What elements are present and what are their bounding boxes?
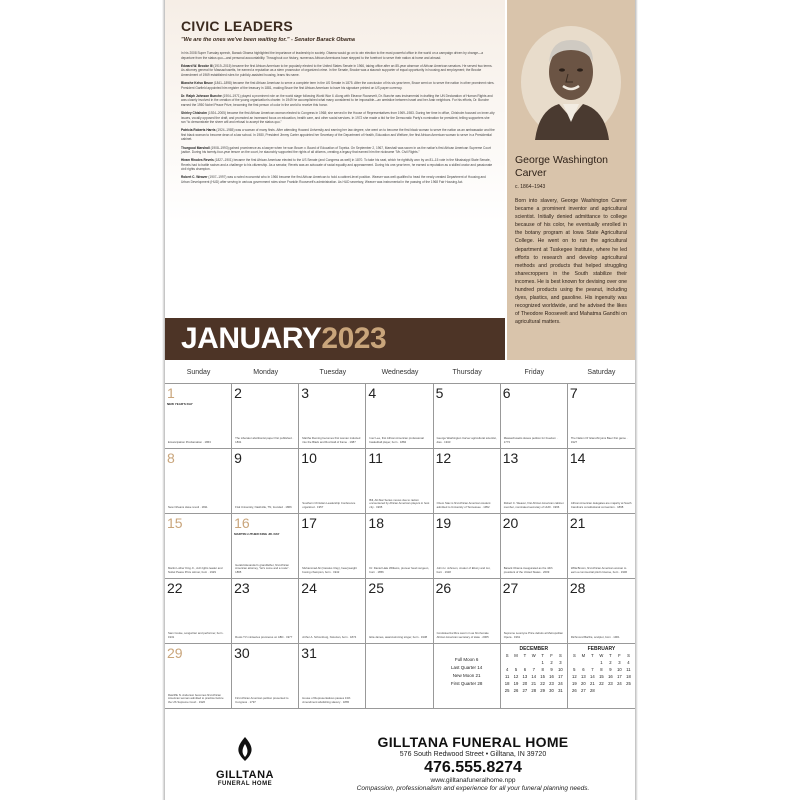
mini-calendar-day: S [572, 653, 576, 658]
mini-calendar-table [503, 652, 565, 694]
calendar-grid [165, 369, 635, 709]
day-number: 19 [435, 515, 452, 531]
day-cell [501, 579, 568, 644]
day-event: Richmond Barthé, sculptor, born · 1901 [570, 634, 620, 639]
mini-calendar-day: 19 [513, 681, 519, 686]
day-event: Southern Christian Leadership Conference organized · 1957 [302, 501, 356, 509]
mini-calendar-day: T [591, 653, 594, 658]
month-banner [165, 318, 505, 360]
mini-calendar-day: 2 [609, 660, 612, 665]
weekday-label: Thursday [452, 369, 482, 376]
day-cell [434, 449, 501, 514]
month-year: 2023 [321, 322, 387, 355]
day-event: Robert C. Weaver, first African American cabinet member, nominated secretary of HUD · 1966 [503, 501, 564, 509]
day-event: Martin Luther King Jr., civil rights leader and Nobel Peace Prize winner, born · 1929 [168, 566, 223, 574]
profile-panel [507, 0, 635, 360]
day-cell [568, 514, 635, 579]
mini-calendar-day: 16 [549, 674, 554, 679]
mini-calendar-day [529, 659, 538, 666]
day-cell [299, 384, 366, 449]
day-cell [165, 644, 232, 709]
advertiser-footer [165, 720, 635, 800]
day-cell [568, 449, 635, 514]
day-event: Willa Brown, first African American woman to earn a commercial pilot's license, born · 1906 [570, 566, 628, 574]
day-cell [366, 384, 433, 449]
mini-calendar-day [520, 659, 529, 666]
business-address: 576 South Redwood Street • Gilltana, IN 39720 [399, 751, 547, 758]
day-number: 16 [234, 515, 250, 531]
day-event: The Nation Of Islam/Ali joins Baer first game · 1927 [570, 436, 628, 444]
day-number: 10 [301, 450, 317, 466]
day-number: 20 [502, 515, 519, 531]
day-number: 5 [435, 385, 444, 401]
holiday-name: NEW YEAR'S DAY [167, 402, 193, 406]
day-number: 1 [167, 385, 175, 401]
mini-calendar-day: 30 [549, 688, 554, 693]
day-number: 26 [435, 580, 452, 596]
logo-subtitle: FUNERAL HOME [217, 781, 273, 787]
day-cell [501, 449, 568, 514]
day-number: 18 [368, 515, 384, 531]
mini-calendar-day: S [505, 653, 509, 658]
mini-calendar-day [512, 659, 521, 666]
mini-calendar-day: 10 [617, 667, 622, 672]
day-cell [232, 384, 299, 449]
day-cell [165, 449, 232, 514]
mini-calendar-day [570, 659, 579, 666]
day-number: 9 [234, 450, 242, 466]
day-event: George Washington Carver agricultural scientist, dies · 1943 [436, 436, 497, 444]
day-cell [232, 579, 299, 644]
day-cell [232, 644, 299, 709]
mini-calendar-day: 25 [504, 688, 510, 693]
mini-calendar-day: 31 [558, 688, 563, 693]
day-cell [434, 384, 501, 449]
business-name: GILLTANA FUNERAL HOME [377, 734, 569, 750]
mini-calendar-day: 27 [581, 688, 586, 693]
mini-calendar-day: W [531, 653, 536, 658]
day-event: Bill, All-Star Series moves due to racism encountered by African American players in host city · 1965 [369, 497, 430, 509]
day-cell [434, 514, 501, 579]
day-event: The Liberator abolitionist paper first published · 1831 [235, 436, 294, 444]
leader-name: Patricia Roberts Harris [181, 128, 216, 133]
day-number: 22 [167, 580, 183, 596]
day-grid [165, 383, 635, 709]
empty-cell [366, 644, 433, 709]
mini-calendar [568, 644, 635, 709]
day-cell [165, 514, 232, 579]
day-event: Massachusetts slaves petition for freedom · 1773 [503, 436, 558, 444]
day-number: 21 [569, 515, 586, 531]
mini-calendar-day: 21 [531, 681, 537, 686]
day-number: 6 [502, 385, 511, 401]
mini-calendar-day: 1 [541, 660, 544, 665]
mini-calendar-day [503, 659, 512, 666]
mini-calendar-day: 14 [531, 674, 537, 679]
mini-calendar-day: 11 [504, 674, 510, 679]
day-event: Ozero Stax is first African American student admitted to University of Tennessee · 1952 [436, 501, 491, 509]
mini-calendar-day: 10 [558, 667, 563, 672]
mini-calendar [501, 644, 568, 709]
weekday-label: Sunday [186, 369, 211, 376]
leader-name: Hiram Rhodes Revels [181, 158, 214, 163]
mini-calendar-day: S [559, 653, 562, 658]
mini-calendar-day: 2 [550, 660, 553, 665]
day-number: 13 [502, 450, 519, 466]
mini-calendar-day: 9 [609, 667, 612, 672]
mini-calendar-day: 22 [599, 681, 604, 686]
mini-calendar-day: 18 [626, 674, 631, 679]
profile-bio: Born into slavery, George Washington Carver became a prominent inventor and agricultural scientist. Initially denied admittance to college because of his color, he eventually enrolled in the botany program at Iowa State Agricultural College. He went on to run the agricultural department at Tuskegee Institute, where he led efforts to research and develop agricultural methods and products that helped struggling sharecroppers in the South stabilize their incomes. He is best known for devising over one hundred products using the peanut, including dyes, plastics, and gasoline. His ingenuity was recognized worldwide, and he advised the likes of Theodore Roosevelt and Mahatma Gandhi on agricultural matters. [515, 198, 627, 326]
mini-calendar-day: 8 [541, 667, 544, 672]
mini-calendar-day: 28 [531, 688, 537, 693]
mini-calendar-table [570, 652, 633, 694]
mini-calendar-day: 17 [617, 674, 622, 679]
leader-name: Thurgood Marshall [181, 145, 210, 150]
logo-name: GILLTANA [216, 769, 274, 781]
day-event: Sam Cooke, songwriter and performer, born · 1931 [168, 631, 225, 639]
day-cell [366, 579, 433, 644]
day-cell [501, 384, 568, 449]
day-cell [232, 449, 299, 514]
day-event: Dr. Daniel Hale Williams, pioneer heart surgeon, born · 1856 [369, 566, 430, 574]
mini-calendar-day: 24 [558, 681, 563, 686]
weekday-label: Tuesday [319, 369, 347, 376]
leader-name: Blanche Kelso Bruce [181, 80, 213, 85]
essay-paragraph: Thurgood Marshall (1908–1993) gained prominence as a lawyer when he won Brown v. Board of Education of Topeka. On September 2, 1967, Marshall was sworn in as the nation's first African American Supreme Court justice. During his twenty-four-year tenure on the court, he staunchly supported the rights of all citizens, creating a legacy that earned him the nickname "Mr. Civil Rights." [181, 145, 491, 155]
essay-paragraph: Hiram Rhodes Revels (1827–1901) became the first African American elected to the US Senate (and Congress as well) in 1870. To take his seat, which he rightfully won by an 81–15 vote in the Mississippi State Senate, Revels had to battle racism and a challenge to his citizenship. As a senator, Revels was an advocate of racial equality and appeasement. During his one-year term, he earned a reputation as a skilled orator and passionate civil rights champion. [181, 158, 493, 172]
day-number: 15 [167, 515, 183, 531]
mini-calendar-day: 6 [523, 667, 527, 672]
day-number: 2 [234, 385, 242, 401]
mini-calendar-day: 27 [522, 688, 528, 693]
day-number: 8 [167, 450, 175, 466]
quote: "We are the ones we've been waiting for." - Senator Barack Obama [181, 37, 355, 43]
mini-calendar-day: 3 [559, 660, 562, 665]
mini-calendar-day: 4 [505, 667, 509, 672]
portrait-illustration [515, 22, 627, 142]
business-website: www.gilltanafuneralhome.npp [430, 777, 516, 784]
day-event: Inez Lee, first African American professional basketball player, born · 1884 [369, 436, 424, 444]
mini-calendar-day: 9 [550, 667, 553, 672]
day-event: African American delegates are majority at South Carolina's constitutional convention · 1868 [570, 501, 632, 509]
mini-calendar-day [597, 687, 606, 694]
moon-phases [434, 644, 501, 709]
mini-calendar-day: W [599, 653, 604, 658]
mini-calendar-day: 15 [599, 674, 604, 679]
mini-calendar-day [606, 687, 615, 694]
day-cell [299, 644, 366, 709]
leader-name: Shirley Chisholm [181, 110, 208, 115]
business-logo [195, 736, 295, 787]
holiday-name: MARTIN LUTHER KING JR. DAY [234, 532, 280, 536]
mini-calendar-title: DECEMBER [519, 646, 549, 652]
mini-calendar-day: 24 [617, 681, 622, 686]
day-cell [165, 384, 232, 449]
leader-name: Robert C. Weaver [181, 175, 208, 180]
day-event: Etta James, award-winning singer, born · 1938 [369, 634, 428, 639]
mini-calendar-day: 20 [581, 681, 586, 686]
moon-phase-item: New Moon 21 [452, 673, 481, 678]
mini-calendar-day: 25 [626, 681, 631, 686]
weekday-label: Wednesday [381, 369, 419, 376]
day-number: 29 [167, 645, 183, 661]
civic-leaders-panel [165, 0, 505, 318]
day-event: Ratcliffe N. Anderson becomes first African American woman admitted to practice before the US Supreme Court · 1926 [168, 692, 224, 704]
day-number: 17 [301, 515, 317, 531]
essay-paragraph: Dr. Ralph Johnson Bunche (1904–1971) played a prominent role on the world stage following World War II. Along with Eleanor Roosevelt, Dr. Bunche was instrumental in drafting the UN Declaration of Human Rights and was closely involved in the creation of the young organization's charter. In 1949 he accomplished what many considered to be impossible—an armistice between Israel and her Arab neighbors. For his efforts, Dr. Bunche earned the 1950 Nobel Peace Prize, becoming the first person of color in the world to receive this honor. [181, 93, 493, 107]
mini-calendar-day: 5 [573, 667, 576, 672]
day-cell [366, 449, 433, 514]
day-number: 12 [435, 450, 452, 466]
mini-calendar-day: M [581, 653, 586, 658]
flame-icon [234, 736, 256, 762]
calendar-page [165, 0, 635, 800]
mini-calendar-day: 13 [522, 674, 528, 679]
day-event: First African American petition presented to Congress · 1797 [235, 696, 289, 704]
mini-calendar-day: 14 [590, 674, 595, 679]
mini-calendar-day: 21 [590, 681, 595, 686]
day-cell [568, 384, 635, 449]
mini-calendar-day: 6 [582, 667, 585, 672]
profile-dates: c. 1864–1943 [515, 184, 546, 190]
mini-calendar-day [624, 687, 633, 694]
mini-calendar-day: 19 [572, 681, 577, 686]
day-cell [299, 514, 366, 579]
day-number: 23 [234, 580, 250, 596]
mini-calendar-day: 17 [558, 674, 563, 679]
day-number: 31 [301, 645, 317, 661]
day-number: 7 [569, 385, 578, 401]
day-number: 25 [368, 580, 384, 596]
day-event: Martha Fleming becomes first woman inducted into the Black and Rod Hall of Fame · 1987 [302, 436, 361, 444]
day-event: New Orleans slave revolt · 1811 [168, 504, 208, 509]
mini-calendar-day: 11 [626, 667, 631, 672]
essay-paragraph: Robert C. Weaver (1907–1997) was a noted economist who in 1966 became the first African American to hold a cabinet-level position. Weaver was well qualified to head the newly created Department of Housing and Urban Development (HUD) after serving in various government roles since Franklin Roosevelt's administration. As HUD secretary, Weaver was instrumental in the passing of the 1968 Fair Housing Act. [181, 175, 486, 185]
mini-calendar-day: 18 [504, 681, 510, 686]
mini-calendar-day: 7 [591, 667, 594, 672]
day-event: Fisk University, Nashville, TN, founded · 1866 [235, 504, 292, 509]
mini-calendar-day: 8 [600, 667, 603, 672]
business-phone: 476.555.8274 [424, 759, 522, 776]
mini-calendar-day: 3 [618, 660, 621, 665]
mini-calendar-day: T [609, 653, 612, 658]
day-cell [434, 579, 501, 644]
mini-calendar-day: 23 [549, 681, 554, 686]
leader-name: Dr. Ralph Johnson Bunche [181, 93, 222, 98]
essay-paragraph: Edward W. Brooke III (1919–2015) became the first African American to be popularly elected to the United States Senate in 1966, taking office after an 85-year absence of African American senators. He served two terms. As attorney general for Massachusetts, he earned a reputation as a stern prosecutor of organized crime. In the Senate, Brooke was a staunch supporter of equal opportunity in housing and employment; the Brooke Amendment of 1969 established rules for publicly-assisted housing, leans his name. [181, 63, 493, 77]
mini-calendar-day: 20 [522, 681, 528, 686]
weekday-label: Friday [524, 369, 544, 376]
essay-paragraph: Shirley Chisholm (1924–2005) became the first African American woman elected to Congress in 1968; she served in the House of Representatives from 1969–1983. During her time in office, Chisholm focused on inner-city issues, vocally opposed the draft, and promoted an increased focus on education, health care, and other social services. In 1972 she made a bid for the Democratic Party's nomination for president, telling supporters she ran "to demonstrate the sheer will and refusal to accept the status quo." [181, 110, 495, 125]
mini-calendar-day: M [514, 653, 518, 658]
page-shadow-right [635, 0, 638, 800]
essay-paragraph: Patricia Roberts Harris (1924–1985) was a woman of many firsts. After attending Howard University and earning her law degree, she went on to become the first black woman to serve the nation as an ambassador and the first black woman to become dean of a law school. In 1980, President Jimmy Carter appointed her Secretary of the Department of Health, Education and Welfare, the first African American woman to serve in a Presidential cabinet. [181, 128, 495, 142]
weekday-label: Monday [253, 369, 279, 376]
essay-paragraph: Blanche Kelso Bruce (1841–1898) became the first African American to serve a complete term in the US Senate in 1875. After the conclusion of his six-year term, Bruce went on to serve the nation in other prominent roles. President Garfield appointed him register of the treasury in 1881, making Bruce the first African American to have his signature printed on US paper currency. [181, 80, 495, 90]
mini-calendar-day: S [627, 653, 630, 658]
moon-phase-item: Full Moon 6 [454, 657, 479, 662]
mini-calendar-day: 16 [608, 674, 613, 679]
day-event: House of Representatives passes 13th Amendment abolishing slavery · 1865 [302, 696, 351, 704]
mini-calendar-day: F [618, 653, 621, 658]
day-cell [366, 514, 433, 579]
moon-phase-item: Last Quarter 14 [450, 665, 483, 670]
day-event: Arthur A. Schomburg, historian, born · 1874 [302, 634, 357, 639]
day-cell [165, 579, 232, 644]
mini-calendar-title: FEBRUARY [587, 646, 616, 652]
day-number: 24 [301, 580, 317, 596]
day-number: 4 [368, 385, 377, 401]
mini-calendar-day: 12 [513, 674, 519, 679]
day-cell [299, 579, 366, 644]
month-name: JANUARY [181, 322, 322, 355]
day-event: Supreme Leontyne Price debuts at Metropolitan Opera · 1961 [503, 631, 563, 639]
business-tagline: Compassion, professionalism and experience for all your funeral planning needs. [356, 785, 590, 792]
mini-calendar-day: 5 [514, 667, 518, 672]
mini-calendar-day: 29 [540, 688, 545, 693]
day-number: 14 [569, 450, 586, 466]
day-cell [232, 514, 299, 579]
day-number: 11 [368, 450, 383, 466]
day-event: Barack Obama inaugurated as the 44th president of the United States · 2009 [503, 566, 553, 574]
profile-name: George Washington Carver [515, 154, 608, 179]
day-cell [568, 579, 635, 644]
day-event: Emancipation Proclamation · 1863 [168, 439, 211, 444]
mini-calendar-day: 22 [540, 681, 545, 686]
business-info [313, 734, 633, 792]
mini-calendar-day: 26 [572, 688, 577, 693]
day-event: John H. Johnson, creator of Ebony and Jet, born · 1918 [436, 566, 491, 574]
mini-calendar-day: 4 [627, 660, 630, 665]
leader-name: Edward W. Brooke III [181, 63, 213, 68]
weekday-header [165, 369, 635, 383]
mini-calendar-day: 13 [581, 674, 586, 679]
mini-calendar-day [579, 659, 588, 666]
moon-phase-item: First Quarter 28 [450, 681, 483, 686]
day-event: Roots TV miniseries premieres on ABC · 1977 [235, 634, 293, 639]
mini-calendar-day [588, 659, 597, 666]
weekday-label: Saturday [587, 369, 616, 376]
mini-calendar-day [615, 687, 624, 694]
mini-calendar-day: 23 [608, 681, 613, 686]
mini-calendar-day: T [523, 653, 527, 658]
day-event: Gerald Alexander's grandfather, first African American attorney, "let's come and a route" · 1865 [235, 562, 291, 574]
day-cell [501, 514, 568, 579]
essay-text [181, 51, 495, 185]
essay-paragraph: In his 2008 Super Tuesday speech, Barack Obama highlighted the importance of leadership in society. Obama would go on to win election to the most powerful office in the world on a campaign driven by change—a departure from the status quo—and personal accountability. Throughout our history, numerous African Americans have stepped to the forefront to serve their nation at home and abroad. [181, 51, 483, 60]
mini-calendar-day: 15 [540, 674, 545, 679]
mini-calendar-day: 28 [590, 688, 595, 693]
day-number: 27 [502, 580, 519, 596]
mini-calendar-day: 7 [532, 667, 535, 672]
day-event: Condoleezza Rice sworn in as first female African American secretary of state · 2005 [436, 631, 489, 639]
mini-calendar-day: 12 [572, 674, 577, 679]
day-event: Muhammad Ali (Cassius Clay), heavyweight boxing champion, born · 1942 [302, 566, 357, 574]
day-number: 3 [301, 385, 310, 401]
page-title: CIVIC LEADERS [181, 18, 294, 34]
mini-calendar-day: F [550, 653, 553, 658]
mini-calendar-day: 1 [600, 660, 603, 665]
day-cell [299, 449, 366, 514]
day-number: 28 [569, 580, 586, 596]
day-number: 30 [234, 645, 250, 661]
mini-calendar-day: 26 [513, 688, 519, 693]
mini-calendar-day: T [541, 653, 544, 658]
